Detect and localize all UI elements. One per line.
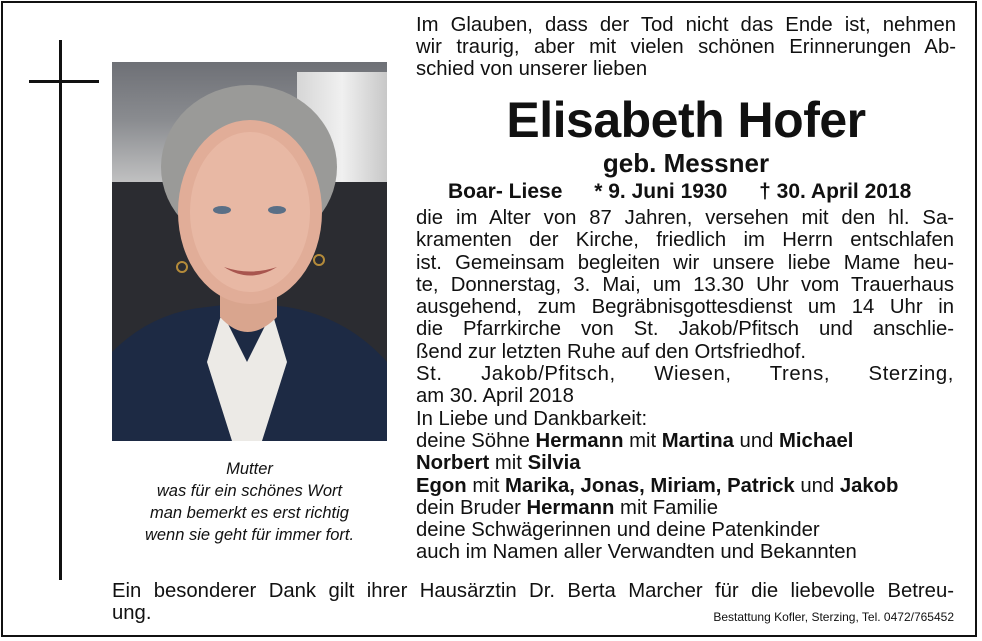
cross-icon xyxy=(59,40,62,580)
family-son3: Norbert mit Silvia xyxy=(416,452,581,475)
family-grandchildren: Egon mit Marika, Jonas, Miriam, Patrick und Jakob xyxy=(416,474,899,497)
intro-line: Im Glauben, dass der Tod nicht das Ende ist, nehmen xyxy=(416,14,956,36)
intro-line: wir traurig, aber mit vielen schönen Erinnerungen Ab- xyxy=(416,36,956,59)
body-line: ßend zur letzten Ruhe auf den Ortsfriedhof. xyxy=(416,340,807,363)
intro-line: schied von unserer lieben xyxy=(416,58,648,81)
body-line: die Pfarrkirche von St. Jakob/Pfitsch und anschlie- xyxy=(416,318,954,341)
notice-body xyxy=(416,207,954,564)
cross-icon-bar xyxy=(29,80,99,83)
deceased-name: Elisabeth Hofer xyxy=(506,92,866,148)
family-brother: dein Bruder Hermann mit Familie xyxy=(416,496,719,519)
body-line: ist. Gemeinsam begleiten wir unsere liebe Mame heu- xyxy=(416,251,954,274)
family-sons: deine Söhne Hermann mit Martina und Michael xyxy=(416,429,854,452)
maiden-name: geb. Messner xyxy=(602,148,770,178)
body-line: ausgehend, zum Begräbnisgottesdienst um 14 Uhr in xyxy=(416,296,954,319)
date-line: am 30. April 2018 xyxy=(416,385,574,408)
quote-line: wenn sie geht für immer fort. xyxy=(144,526,355,544)
thanks-line: In Liebe und Dankbarkeit: xyxy=(416,407,648,430)
body-line: te, Donnerstag, 3. Mai, um 13.30 Uhr vom Trauerhaus xyxy=(416,273,954,296)
nickname: Boar- Liese xyxy=(448,180,563,203)
portrait-photo xyxy=(112,62,387,441)
closing-line: Ein besonderer Dank gilt ihrer Hausärztin Dr. Berta Marcher für die liebevolle Betreu- xyxy=(112,580,954,602)
body-line: die im Alter von 87 Jahren, versehen mit den hl. Sa- xyxy=(416,207,954,229)
quote-line: Mutter xyxy=(226,460,273,478)
quote-line: was für ein schönes Wort xyxy=(156,482,343,500)
place-line: St. Jakob/Pfitsch, Wiesen, Trens, Sterzing, xyxy=(416,363,954,386)
body-line: kramenten der Kirche, friedlich im Herrn entschlafen xyxy=(416,229,954,252)
funeral-home-credit: Bestattung Kofler, Sterzing, Tel. 0472/765452 xyxy=(713,610,954,624)
death-date: † 30. April 2018 xyxy=(759,180,912,203)
quote-line: man bemerkt es erst richtig xyxy=(150,504,349,522)
life-dates xyxy=(448,180,911,204)
closing-line: ung. xyxy=(112,602,152,625)
intro-text xyxy=(416,14,956,81)
birth-date: * 9. Juni 1930 xyxy=(594,180,728,203)
family-inlaws: deine Schwägerinnen und deine Patenkinder xyxy=(416,519,820,542)
quote-poem xyxy=(112,458,387,546)
family-relatives: auch im Namen aller Verwandten und Bekannten xyxy=(416,541,857,564)
